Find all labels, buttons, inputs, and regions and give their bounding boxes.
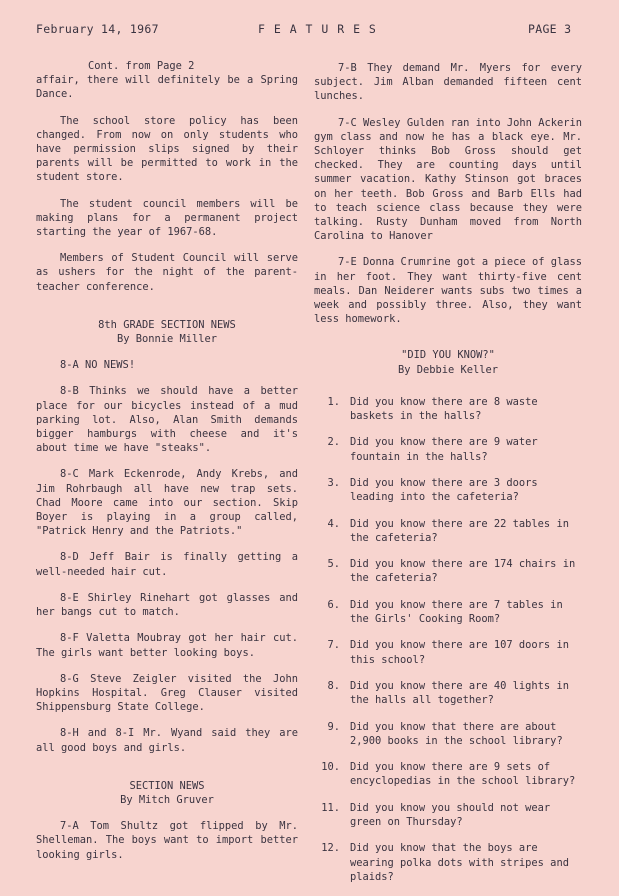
question-text: Did you know there are 40 lights in the halls all together? bbox=[350, 680, 569, 707]
question-item bbox=[314, 598, 582, 626]
news-8h-8i: 8-H and 8-I Mr. Wyand said they are all good boys and girls. bbox=[36, 727, 298, 754]
council-project-paragraph: The student council members will be making plans for a permanent project starting the year of 1967-68. bbox=[36, 197, 298, 239]
question-number: 6. bbox=[327, 598, 340, 611]
news-7e: 7-E Donna Crumrine got a piece of glass in her foot. They want thirty-five cent meals. Dan Neiderer wants subs two times a week and possibly three. Also, they want less homework. bbox=[314, 256, 582, 326]
question-text: Did you know there are 9 sets of encyclopedias in the school library? bbox=[350, 761, 576, 788]
question-text: Did you know there are 107 doors in this school? bbox=[350, 639, 569, 666]
question-item bbox=[314, 395, 582, 423]
eighth-grade-byline: By Bonnie Miller bbox=[116, 333, 218, 346]
question-text: Did you know there are 7 tables in the Girls' Cooking Room? bbox=[350, 598, 563, 626]
question-text: Did you know you should not wear green on Thursday? bbox=[350, 801, 551, 828]
news-8b: 8-B Thinks we should have a better place for our bicycles instead of a mud parking lot. Also, Alan Smith demands bigger hamburgs with cheese and it's about time we have "steaks". bbox=[36, 385, 298, 455]
did-you-know-byline: By Debbie Keller bbox=[397, 363, 499, 376]
news-7a: 7-A Tom Shultz got flipped by Mr. Shelleman. The boys want to import better looking girls. bbox=[36, 820, 298, 861]
question-number: 12. bbox=[321, 842, 340, 855]
section-news-byline: By Mitch Gruver bbox=[120, 793, 214, 806]
news-8d: 8-D Jeff Bair is finally getting a well-needed hair cut. bbox=[36, 551, 298, 578]
question-text: Did you know there are 22 tables in the cafeteria? bbox=[350, 517, 569, 544]
question-text: Did you know that there are about 2,900 books in the school library? bbox=[350, 720, 563, 747]
section-title: F E A T U R E S bbox=[258, 22, 377, 36]
ushers-paragraph: Members of Student Council will serve as ushers for the night of the parent-teacher conference. bbox=[36, 252, 298, 293]
question-number: 8. bbox=[327, 680, 340, 693]
question-text: Did you know there are 174 chairs in the cafeteria? bbox=[350, 558, 576, 585]
section-news-heading: SECTION NEWS bbox=[129, 779, 205, 792]
question-item bbox=[314, 435, 582, 463]
question-item bbox=[314, 638, 582, 666]
eighth-grade-heading: 8th GRADE SECTION NEWS bbox=[98, 318, 236, 331]
news-8f: 8-F Valetta Moubray got her hair cut. The girls want better looking boys. bbox=[36, 632, 298, 659]
question-item bbox=[314, 557, 582, 585]
question-text: Did you know there are 8 waste baskets in the halls? bbox=[350, 395, 538, 423]
question-text: Did you know that the boys are wearing polka dots with stripes and plaids? bbox=[350, 842, 569, 883]
news-8g: 8-G Steve Zeigler visited the John Hopkins Hospital. Greg Clauser visited Shippensburg State College. bbox=[36, 672, 298, 714]
question-number: 4. bbox=[327, 517, 340, 530]
question-item bbox=[314, 679, 582, 707]
question-number: 9. bbox=[327, 720, 340, 733]
question-item bbox=[314, 720, 582, 748]
question-number: 11. bbox=[321, 801, 340, 814]
page-number: PAGE 3 bbox=[528, 22, 572, 36]
store-policy-paragraph: The school store policy has been changed. From now on only students who have permission slips signed by their parents will be permitted to work in the student store. bbox=[36, 114, 298, 184]
continued-note: Cont. from Page 2 bbox=[88, 60, 195, 72]
right-column bbox=[314, 61, 582, 896]
spring-dance-paragraph: affair, there will definitely be a Spring Dance. bbox=[36, 74, 298, 101]
news-8a: 8-A NO NEWS! bbox=[60, 359, 136, 372]
question-item bbox=[314, 476, 582, 504]
question-number: 5. bbox=[327, 558, 340, 571]
news-7c: 7-C Wesley Gulden ran into John Ackerin gym class and now he has a black eye. Mr. Schloyer thinks Bob Gross should get checked. They are counting days until summer vacation. Kathy Stinson got braces on her teeth. Bob Gross and Barb Ells had to teach science class because they were talking. Rusty Dunham moved from North Carolina to Hanover bbox=[314, 116, 582, 243]
question-text: Did you know there are 9 water fountain in the halls? bbox=[350, 436, 538, 463]
news-7b: 7-B They demand Mr. Myers for every subject. Jim Alban demanded fifteen cent lunches. bbox=[314, 62, 582, 103]
did-you-know-heading: "DID YOU KNOW?" bbox=[401, 349, 495, 362]
question-number: 10. bbox=[321, 761, 340, 774]
news-8e: 8-E Shirley Rinehart got glasses and her bangs cut to match. bbox=[36, 591, 298, 619]
question-item bbox=[314, 760, 582, 788]
question-number: 7. bbox=[327, 639, 340, 652]
question-number: 1. bbox=[327, 395, 340, 408]
news-8c: 8-C Mark Eckenrode, Andy Krebs, and Jim Rohrbaugh all have new trap sets. Chad Moore came into our section. Skip Boyer is playing in a group called, "Patrick Henry and the Patriots." bbox=[36, 468, 298, 538]
issue-date: February 14, 1967 bbox=[36, 22, 159, 36]
question-number: 3. bbox=[327, 477, 340, 490]
question-text: Did you know there are 3 doors leading into the cafeteria? bbox=[350, 477, 538, 504]
question-item bbox=[314, 801, 582, 829]
question-number: 2. bbox=[327, 436, 340, 449]
did-you-know-list bbox=[314, 395, 582, 884]
question-item bbox=[314, 517, 582, 545]
question-item bbox=[314, 841, 582, 884]
left-column bbox=[36, 59, 298, 874]
